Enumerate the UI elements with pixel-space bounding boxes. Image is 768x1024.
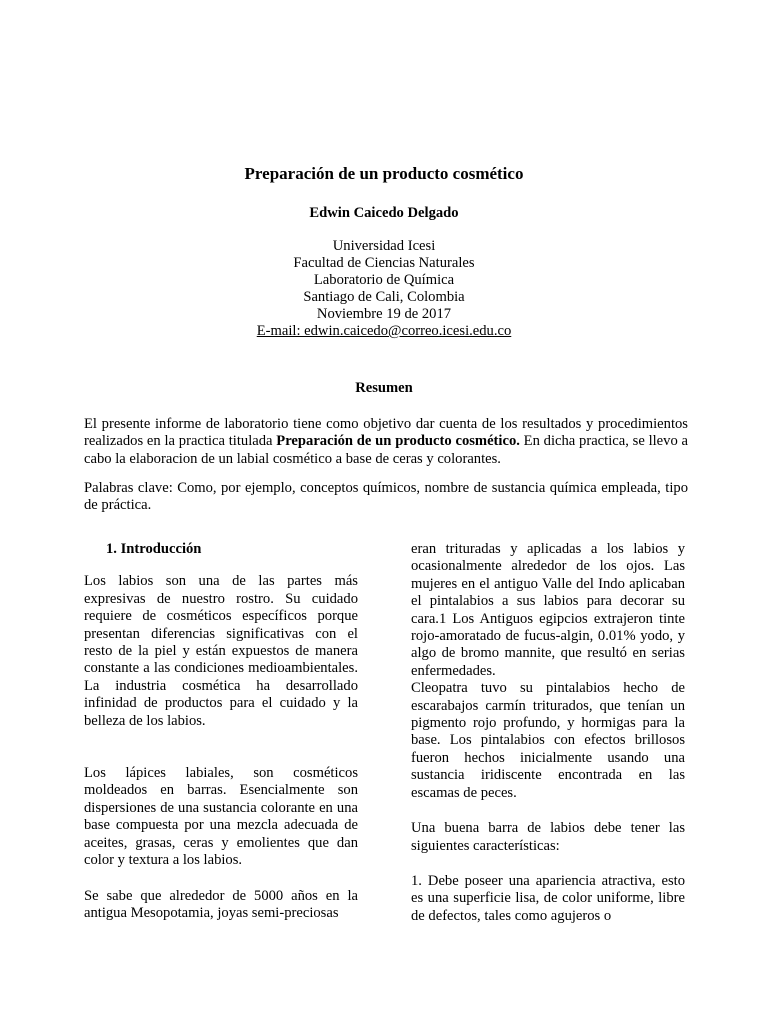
intro-paragraph-3: Se sabe que alrededor de 5000 años en la antigua Mesopotamia, joyas semi-preciosas <box>84 887 358 921</box>
abstract-heading: Resumen <box>355 380 413 396</box>
abstract-text <box>84 416 688 468</box>
right-column <box>411 541 685 925</box>
affiliation-university: Universidad Icesi <box>332 238 436 254</box>
history-paragraph-2: Cleopatra tuvo su pintalabios hecho de escarabajos carmín triturados, que tenían un pigmento rojo profundo, y hormigas para la base. Los pintalabios con efectos brillosos fueron hechos inicialmente usando una sustancia iridiscente encontrada en las escamas de peces. <box>411 680 685 801</box>
abstract-text-start: El presente informe de laboratorio tiene como objetivo dar cuenta de los resultados y procedimientos realizados en la practica titulada <box>84 416 688 450</box>
history-paragraph-1: eran trituradas y aplicadas a los labios y ocasionalmente alrededor de los ojos. Las mujeres en el antiguo Valle del Indo aplicaban el pintalabios a sus labios para decorar su cara.1 Los Antiguos egipcios extrajeron tinte rojo-amoratado de fucus-algin, 0.01% yodo, y algo de bromo mannite, que resultó en serias enfermedades. <box>411 541 685 679</box>
affiliation-faculty: Facultad de Ciencias Naturales <box>293 255 475 271</box>
affiliation-city: Santiago de Cali, Colombia <box>303 289 465 305</box>
author-name: Edwin Caicedo Delgado <box>309 205 459 221</box>
author-email-link[interactable]: E-mail: edwin.caicedo@correo.icesi.edu.co <box>256 323 512 339</box>
paper-title: Preparación de un producto cosmético <box>244 164 524 183</box>
intro-paragraph-1: Los labios son una de las partes más expresivas de nuestro rostro. Su cuidado requiere de cosméticos específicos porque presentan diferencias significativas con el resto de la piel y están expuestos de manera constante a las condiciones medioambientales. La industria cosmética ha desarrollado infinidad de productos para el cuidado y la belleza de los labios. <box>84 573 358 729</box>
affiliation-block <box>0 238 768 340</box>
intro-paragraph-2: Los lápices labiales, son cosméticos moldeados en barras. Esencialmente son dispersiones de una sustancia colorante en una base compuesta por una mezcla adecuada de aceites, grasas, ceras y emolientes que dan color y textura a los labios. <box>84 765 358 869</box>
affiliation-date: Noviembre 19 de 2017 <box>316 306 452 322</box>
affiliation-lab: Laboratorio de Química <box>313 272 455 288</box>
characteristic-item-1: 1. Debe poseer una apariencia atractiva, esto es una superficie lisa, de color uniforme, libre de defectos, tales como agujeros o <box>411 872 685 924</box>
section-heading-introduccion: 1. Introducción <box>106 541 202 557</box>
abstract-practice-title: Preparación de un producto cosmético. <box>276 433 520 450</box>
characteristics-intro: Una buena barra de labios debe tener las siguientes características: <box>411 820 685 854</box>
left-column <box>84 541 358 922</box>
abstract-text-end: En dicha practica, se llevo a cabo la elaboracion de un labial cosmético a base de ceras y colorantes. <box>84 433 689 467</box>
keywords: Palabras clave: Como, por ejemplo, conceptos químicos, nombre de sustancia química empleada, tipo de práctica. <box>84 480 688 514</box>
